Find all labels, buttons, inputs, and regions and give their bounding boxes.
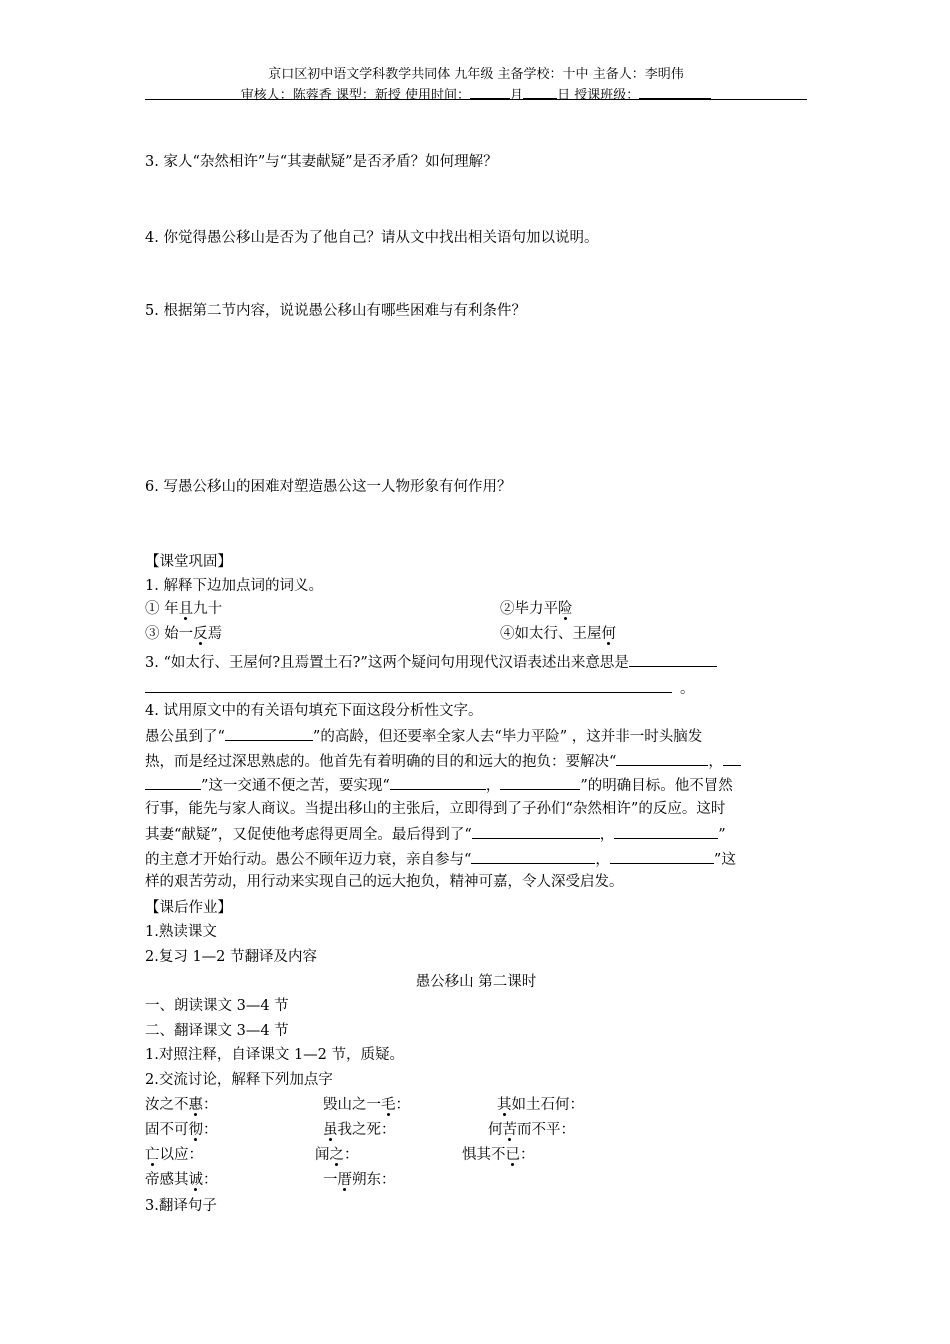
- fill-blank[interactable]: [471, 848, 595, 864]
- lesson-2-task-3: 3.翻译句子: [145, 1198, 217, 1214]
- vocab-item-4: ④如太行、王屋何: [500, 626, 616, 642]
- word-item-3: 其如土石何：: [497, 1097, 584, 1113]
- word-item-10: 帝感其诚：: [145, 1172, 218, 1188]
- analysis-line-3: ”这一交通不便之苦，要实现“ ， ”的明确目标。他不冒然: [145, 774, 733, 796]
- dotted-char: 且: [178, 601, 194, 617]
- dotted-char: 亡: [145, 1147, 160, 1163]
- consolidation-task-1: 1. 解释下边加点词的词义。: [145, 578, 323, 594]
- dotted-char: 虽: [323, 1122, 338, 1138]
- lesson-2-section-2: 二、翻译课文 3—4 节: [145, 1023, 289, 1039]
- word-item-5: 虽我之死：: [323, 1122, 396, 1138]
- question-4: 4. 你觉得愚公移山是否为了他自己？请从文中找出相关语句加以说明。: [145, 230, 599, 246]
- header-rule: [145, 99, 807, 100]
- dotted-char: 彻: [188, 1122, 203, 1138]
- fill-blank[interactable]: [225, 725, 313, 741]
- fill-blank[interactable]: [500, 774, 580, 790]
- analysis-line-1: 愚公虽到了“ ”的高龄，但还要率全家人去“毕力平险” ，这并非一时头脑发: [145, 725, 702, 747]
- consolidation-task-4: 4. 试用原文中的有关语句填充下面这段分析性文字。: [145, 703, 483, 719]
- word-item-7: 亡以应：: [145, 1147, 203, 1163]
- header-day-class: 日 授课班级：: [557, 88, 640, 103]
- word-item-4: 固不可彻：: [145, 1122, 218, 1138]
- header-line-1: 京口区初中语文学科教学共同体 九年级 主备学校：十中 主备人：李明伟: [268, 67, 684, 82]
- blank-day[interactable]: [523, 83, 557, 99]
- header-line-2: [145, 83, 807, 105]
- question-5: 5. 根据第二节内容，说说愚公移山有哪些困难与有利条件？: [145, 303, 526, 319]
- analysis-line-6: 的主意才开始行动。愚公不顾年迈力衰，亲自参与“ ， ”这: [145, 848, 736, 870]
- word-item-8: 闻之：: [315, 1147, 359, 1163]
- dotted-char: 厝: [337, 1172, 352, 1188]
- vocab-item-3: ③ 始一反焉: [145, 626, 223, 642]
- analysis-line-4: 行事，能先与家人商议。当提出移山的主张后，立即得到了子孙们“杂然相许”的反应。这时: [145, 801, 726, 817]
- fill-blank[interactable]: [614, 823, 718, 839]
- fill-blank[interactable]: [472, 823, 600, 839]
- lesson-2-section-1: 一、朗读课文 3—4 节: [145, 998, 289, 1014]
- lesson-2-title: 愚公移山 第二课时: [415, 974, 537, 990]
- blank-month[interactable]: [470, 83, 510, 99]
- homework-item-1: 1.熟读课文: [145, 924, 217, 940]
- blank-class[interactable]: [639, 83, 711, 99]
- consolidation-task-3-cont: 。: [145, 677, 695, 699]
- consolidation-heading: 【课堂巩固】: [145, 554, 232, 570]
- answer-blank[interactable]: [145, 677, 672, 693]
- fill-blank[interactable]: [390, 774, 486, 790]
- word-item-6: 何苦而不平：: [488, 1122, 575, 1138]
- word-item-11: 一厝朔东：: [323, 1172, 396, 1188]
- lesson-2-task-1: 1.对照注释，自译课文 1—2 节，质疑。: [145, 1047, 405, 1063]
- dotted-char: 已: [505, 1147, 520, 1163]
- fill-blank[interactable]: [145, 774, 201, 790]
- analysis-line-2: 热，而是经过深思熟虑的。他首先有着明确的目的和远大的抱负：要解决“ ，: [145, 750, 741, 772]
- dotted-char: 惠: [188, 1097, 203, 1113]
- dotted-char: 其: [497, 1097, 512, 1113]
- word-item-2: 毁山之一毛：: [323, 1097, 410, 1113]
- dotted-char: 何: [601, 626, 616, 642]
- vocab-item-2: ②毕力平险: [500, 601, 573, 617]
- header-month: 月: [510, 88, 524, 103]
- fill-blank[interactable]: [723, 750, 741, 766]
- dotted-char: 之: [329, 1147, 344, 1163]
- word-item-9: 惧其不已：: [462, 1147, 535, 1163]
- question-3: 3. 家人“杂然相许”与“其妻献疑”是否矛盾？如何理解？: [145, 154, 498, 170]
- vocab-item-1: ① 年且九十: [145, 601, 223, 617]
- word-item-1: 汝之不惠：: [145, 1097, 218, 1113]
- header-reviewer: 审核人：陈蓉香 课型：新授 使用时间：: [240, 88, 471, 103]
- homework-heading: 【课后作业】: [145, 900, 232, 916]
- fill-blank[interactable]: [616, 750, 708, 766]
- analysis-line-7: 样的艰苦劳动，用行动来实现自己的远大抱负，精神可嘉，令人深受启发。: [145, 874, 624, 890]
- dotted-char: 毛: [381, 1097, 396, 1113]
- dotted-char: 诚: [188, 1172, 203, 1188]
- dotted-char: 苦: [502, 1122, 517, 1138]
- lesson-2-task-2: 2.交流讨论，解释下列加点字: [145, 1072, 333, 1088]
- consolidation-task-3: 3. “如太行、王屋何?且焉置土石?”这两个疑问句用现代汉语表述出来意思是: [145, 651, 717, 673]
- fill-blank[interactable]: [610, 848, 714, 864]
- homework-item-2: 2.复习 1—2 节翻译及内容: [145, 949, 318, 965]
- analysis-line-5: 其妻“献疑”，又促使他考虑得更周全。最后得到了“ ， ”: [145, 823, 726, 845]
- dotted-char: 险: [558, 601, 573, 617]
- question-6: 6. 写愚公移山的困难对塑造愚公这一人物形象有何作用？: [145, 479, 512, 495]
- dotted-char: 反: [193, 626, 208, 642]
- answer-blank[interactable]: [629, 651, 717, 667]
